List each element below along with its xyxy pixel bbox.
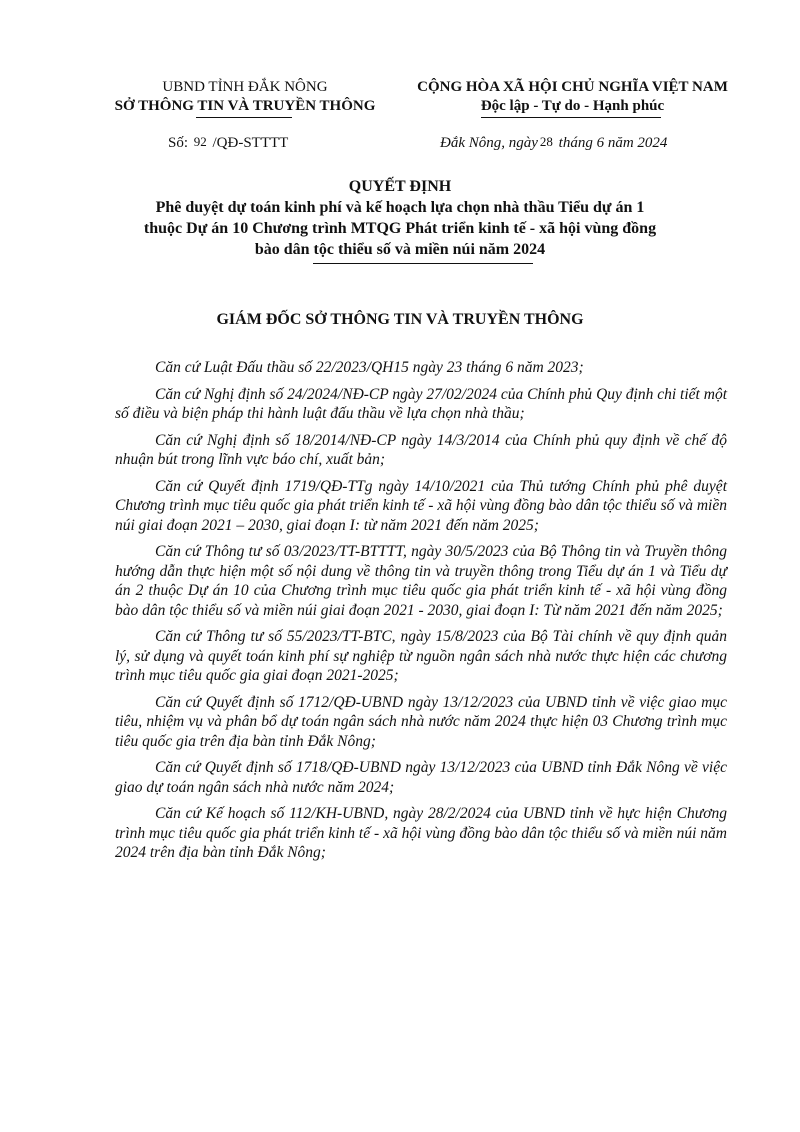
department-name: SỞ THÔNG TIN VÀ TRUYỀN THÔNG <box>114 98 376 114</box>
legal-basis-paragraph: Căn cứ Quyết định số 1712/QĐ-UBND ngày 13/12/2023 của UBND tỉnh về việc giao mục tiêu, nhiệm vụ và phân bổ dự toán ngân sách nhà nước năm 2024 thực hiện 03 Chương trình mục tiêu quốc gia trên địa bàn tỉnh Đắk Nông; <box>115 693 727 750</box>
director-heading: GIÁM ĐỐC SỞ THÔNG TIN VÀ TRUYỀN THÔNG <box>216 311 584 328</box>
date-place-prefix: Đắk Nông, ngày <box>440 135 538 151</box>
national-heading-block <box>400 78 745 116</box>
republic-name: CỘNG HÒA XÃ HỘI CHỦ NGHĨA VIỆT NAM <box>417 79 728 95</box>
legal-basis-paragraph: Căn cứ Thông tư số 55/2023/TT-BTC, ngày 15/8/2023 của Bộ Tài chính về quy định quản lý, sử dụng và quyết toán kinh phí sự nghiệp từ nguồn ngân sách nhà nước thực hiện các chương trình mục tiêu quốc gia giai đoạn 2021-2025; <box>115 628 727 684</box>
number-suffix: /QĐ-STTTT <box>212 135 289 151</box>
legal-basis-paragraph: Căn cứ Nghị định số 24/2024/NĐ-CP ngày 27/02/2024 của Chính phủ Quy định chi tiết một số điều và biện pháp thi hành luật đấu thầu về lựa chọn nhà thầu; <box>115 385 727 422</box>
title-underline <box>313 263 533 264</box>
legal-basis-paragraph: Căn cứ Kế hoạch số 112/KH-UBND, ngày 28/2/2024 của UBND tỉnh về hực hiện Chương trình mục tiêu quốc gia phát triển kinh tế - xã hội vùng đồng bào dân tộc thiểu số và miền núi năm 2024 trên địa bàn tỉnh Đắk Nông; <box>115 805 727 861</box>
decision-subject-line-2: thuộc Dự án 10 Chương trình MTQG Phát triển kinh tế - xã hội vùng đồng <box>143 220 657 237</box>
number-prefix: Số: <box>168 135 189 151</box>
decision-title-block <box>100 176 700 260</box>
department-underline <box>196 117 292 118</box>
legal-basis-paragraph: Căn cứ Quyết định 1719/QĐ-TTg ngày 14/10/2021 của Thủ tướng Chính phủ phê duyệt Chương trình mục tiêu quốc gia phát triển kinh tế - xã hội vùng đồng bào dân tộc thiểu số và miền núi giai đoạn 2021 – 2030, giai đoạn I: từ năm 2021 đến năm 2025; <box>115 477 727 534</box>
decision-title: QUYẾT ĐỊNH <box>348 178 452 195</box>
date-rest: tháng 6 năm 2024 <box>558 135 668 151</box>
issuing-authority-block <box>95 78 395 116</box>
legal-basis-paragraph: Căn cứ Luật Đấu thầu số 22/2023/QH15 ngày 23 tháng 6 năm 2023; <box>155 359 584 376</box>
number-value: 92 <box>193 134 207 149</box>
issue-date <box>440 133 667 153</box>
decision-subject-line-3: bào dân tộc thiểu số và miền núi năm 2024 <box>254 241 546 258</box>
national-motto: Độc lập - Tự do - Hạnh phúc <box>480 98 665 114</box>
decision-subject-line-1: Phê duyệt dự toán kinh phí và kế hoạch lựa chọn nhà thầu Tiểu dự án 1 <box>155 199 645 216</box>
legal-basis-paragraph: Căn cứ Thông tư số 03/2023/TT-BTTTT, ngày 30/5/2023 của Bộ Thông tin và Truyền thông hướng dẫn thực hiện một số nội dung về thông tin và truyền thông trong Tiểu dự án 1 và Tiểu dự án 2 thuộc Dự án 10 của Chương trình mục tiêu quốc gia phát triển kinh tế - xã hội vùng đồng bào dân tộc thiểu số và miền núi giai đoạn 2021 - 2030, giai đoạn I: Từ năm 2021 đến năm 2025; <box>115 543 727 619</box>
motto-underline <box>481 117 661 118</box>
date-day: 28 <box>539 134 553 149</box>
document-number <box>168 133 288 153</box>
agency-name: UBND TỈNH ĐẮK NÔNG <box>162 79 328 95</box>
legal-basis-paragraph: Căn cứ Quyết định số 1718/QĐ-UBND ngày 13/12/2023 của UBND tỉnh Đắk Nông về việc giao dự toán ngân sách nhà nước năm 2024; <box>115 759 727 796</box>
legal-basis-section <box>115 358 727 870</box>
legal-basis-paragraph: Căn cứ Nghị định số 18/2014/NĐ-CP ngày 14/3/2014 của Chính phủ quy định về chế độ nhuận bút trong lĩnh vực báo chí, xuất bản; <box>115 431 727 468</box>
